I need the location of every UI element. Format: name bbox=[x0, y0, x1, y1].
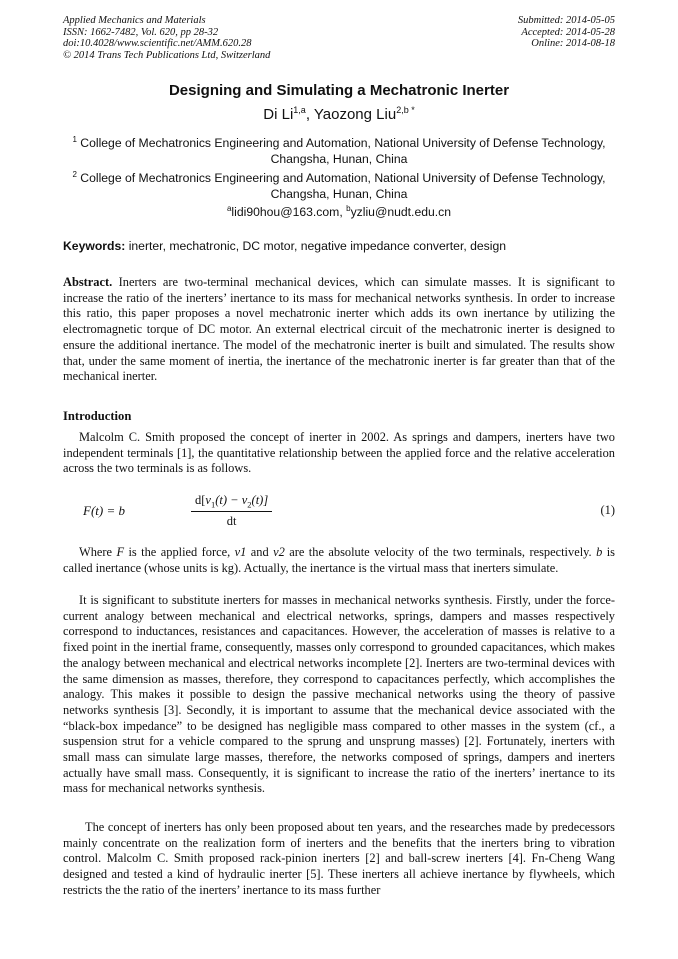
text-segment: Where bbox=[79, 545, 117, 559]
affiliation-1 bbox=[63, 132, 615, 167]
copyright-line: © 2014 Trans Tech Publications Ltd, Switzerland bbox=[63, 49, 271, 61]
affiliation-text: College of Mechatronics Engineering and Automation, National University of Defense Technology, Changsha, Hunan, China bbox=[80, 136, 606, 166]
affiliation-2 bbox=[63, 167, 615, 202]
symbol-b: b bbox=[596, 545, 603, 559]
email-separator: , bbox=[339, 205, 347, 219]
intro-paragraph-4: The concept of inerters has only been proposed about ten years, and the researches made by predecessors mainly concentrate on the realization form of inerters and the benefits that the inerters bring to vibration control. Malcolm C. Smith proposed rack-pinion inerters [2] and ball-screw inerters [4]. Fn-Cheng Wang designed and tested a kind of hydraulic inerter [5]. These inerters all achieve inertance by flywheels, which restricts the the ratio of the inerters’ inertance to its mass further bbox=[63, 820, 615, 897]
email-address: lidi90hou@163.com bbox=[231, 205, 340, 219]
keywords-label: Keywords: bbox=[63, 239, 126, 253]
v2-subscript: 2 bbox=[247, 499, 252, 510]
text-segment: are the absolute velocity of the two terminals, respectively. bbox=[284, 545, 597, 559]
velocity-v1: v bbox=[205, 493, 211, 507]
text-segment: is called inertance (whose units is kg). Actually, the inertance is the virtual mass that inerters simulate. bbox=[63, 545, 615, 575]
affiliation-number: 2 bbox=[72, 170, 77, 179]
author-superscript: 2,b * bbox=[396, 105, 415, 115]
keywords bbox=[63, 239, 615, 253]
email-address: yzliu@nudt.edu.cn bbox=[350, 205, 452, 219]
equation-lhs: F(t) = b bbox=[83, 503, 125, 518]
numerator-d: d[ bbox=[195, 493, 206, 507]
issn-line: ISSN: 1662-7482, Vol. 620, pp 28-32 bbox=[63, 26, 219, 38]
symbol-F: F bbox=[116, 545, 125, 559]
velocity-v2: v bbox=[241, 493, 248, 507]
equation-denominator: dt bbox=[226, 513, 237, 528]
section-heading-introduction: Introduction bbox=[63, 409, 132, 423]
journal-name: Applied Mechanics and Materials bbox=[63, 15, 206, 26]
keywords-text: inerter, mechatronic, DC motor, negative impedance converter, design bbox=[125, 239, 507, 253]
submitted-date: Submitted: 2014-05-05 bbox=[517, 15, 615, 26]
intro-paragraph-3: It is significant to substitute inerters for masses in mechanical networks synthesis. Firstly, under the force-current analogy between mechanical and electrical networks, springs, dampers and masses respectively correspond to inductances, resistances and capacitances. However, the acceleration of masses is relative to a fixed point in the inertial frame, consequently, masses only correspond to grounded capacitances, which makes the analogy between mechanical and electrical networks incomplete [2]. Inerters are two-terminal devices with the same dimension as masses, therefore, they correspond to capacitances perfectly, which accomplishes the analogy. This makes it possible to design the passive mechanical networks using the theory of passive networks synthesis [3]. Secondly, it is important to assume that the mechanical device associated with the “black-box impedance” to be designed has negligible mass compared to other masses in the system (cf., a suspension strut for a vehicle compared to the sprung and unsprung masses) [2]. Fortunately, inerters with small mass can simulate large masses, therefore, the networks composed of springs, dampers and inerters actually have small mass. Consequently, it is significant to increase the ratio of the inerters’ inertance to its mass for mechanical networks synthesis. bbox=[63, 593, 615, 796]
journal-header-right bbox=[518, 15, 615, 50]
intro-paragraph-2 bbox=[63, 545, 615, 576]
symbol-v2: v2 bbox=[273, 545, 285, 559]
author-name: Yaozong Liu bbox=[313, 106, 397, 123]
equation-fraction bbox=[191, 493, 272, 529]
author-separator: , bbox=[305, 106, 314, 123]
equation-numerator bbox=[191, 493, 272, 512]
paper-title: Designing and Simulating a Mechatronic Inerter bbox=[168, 82, 510, 99]
affiliation-number: 1 bbox=[72, 135, 77, 144]
argument-1: (t) − bbox=[215, 493, 242, 507]
symbol-v1: v1 bbox=[234, 545, 247, 559]
author-superscript: 1,a bbox=[293, 105, 306, 115]
abstract-label: Abstract. bbox=[63, 275, 113, 289]
abstract-text: Inerters are two-terminal mechanical devices, which can simulate masses. It is significant to increase the ratio of the inerters’ inertance to its mass for mechanical networks synthesis. In order to increase this ratio, this paper proposes a novel mechatronic inerter which adds its own inertance by utilizing the electromagnetic torque of DC motor. An external electrical circuit of the mechatronic inerter is designed to ensure the additional inertance. The model of the mechatronic inerter is built and simulated. The results show that, under the same moment of inertia, the inertance of the mechatronic inerter is far greater than that of the mechanical inerter. bbox=[63, 275, 615, 384]
equation-number: (1) bbox=[600, 503, 615, 517]
author-name: Di Li bbox=[263, 106, 294, 123]
affiliation-text: College of Mechatronics Engineering and Automation, National University of Defense Technology, Changsha, Hunan, China bbox=[80, 171, 606, 201]
online-date: Online: 2014-08-18 bbox=[531, 38, 615, 50]
intro-paragraph-1: Malcolm C. Smith proposed the concept of inerter in 2002. As springs and dampers, inerters have two independent terminals [1], the quantitative relationship between the applied force and the relative acceleration across the two terminals is as follows. bbox=[63, 430, 615, 476]
email-line bbox=[0, 204, 678, 219]
journal-header-left bbox=[63, 15, 270, 61]
accepted-date: Accepted: 2014-05-28 bbox=[521, 26, 615, 38]
email-superscript: a bbox=[226, 204, 232, 213]
abstract bbox=[63, 275, 615, 385]
v1-subscript: 1 bbox=[210, 499, 216, 510]
argument-2: (t)] bbox=[251, 493, 269, 507]
email-superscript: b bbox=[346, 204, 351, 213]
author-line bbox=[0, 105, 678, 123]
text-segment: is the applied force, bbox=[124, 545, 235, 559]
doi-line: doi:10.4028/www.scientific.net/AMM.620.28 bbox=[63, 38, 252, 50]
text-segment: and bbox=[246, 545, 274, 559]
equation-1 bbox=[63, 493, 615, 531]
